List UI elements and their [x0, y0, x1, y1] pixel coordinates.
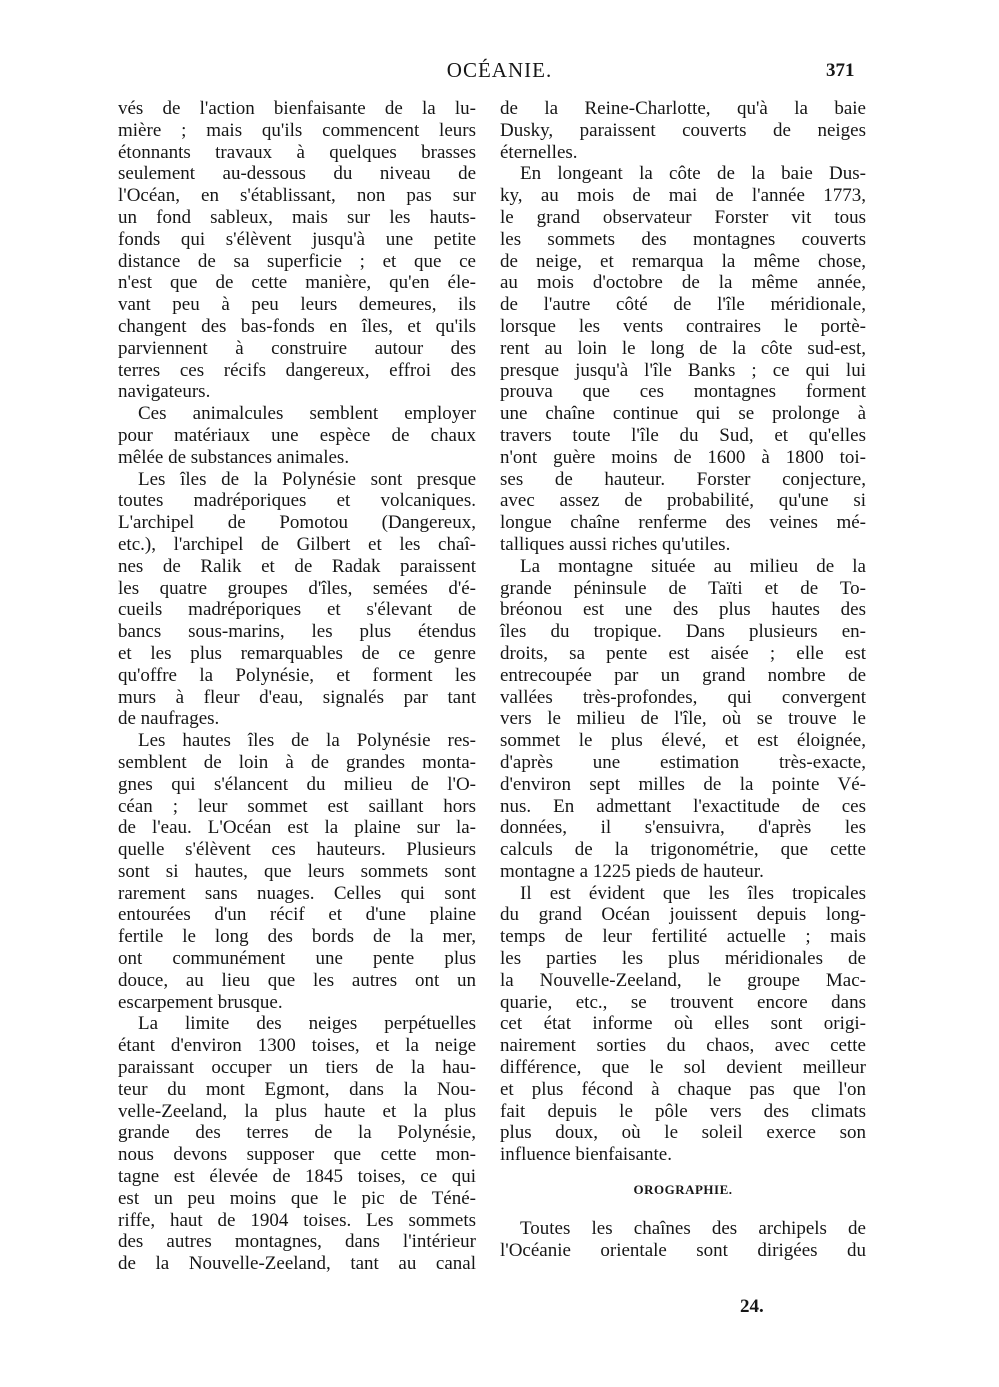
text-line: etc.), l'archipel de Gilbert et les chaî- — [118, 533, 476, 555]
text-line: de la Reine-Charlotte, qu'à la baie — [500, 98, 866, 119]
text-line: teur du mont Egmont, dans la Nou- — [118, 1078, 476, 1100]
text-line: temps de leur fertilité actuelle ; mais — [500, 926, 866, 948]
text-line: l'Océanie orientale sont dirigées du — [500, 1239, 866, 1261]
text-line: longue chaîne renferme des veines mé- — [500, 512, 866, 534]
text-line: l'Océan, en s'établissant, non pas sur — [118, 185, 476, 207]
paragraph — [500, 883, 866, 1166]
text-line: quarie, etc., se trouvent encore dans — [500, 991, 866, 1013]
text-line: vallées très-profondes, qui convergent — [500, 686, 866, 708]
text-line: paraissant occuper un tiers de la hau- — [118, 1057, 476, 1079]
text-line: étant d'environ 1300 toises, et la neige — [118, 1035, 476, 1057]
text-line: murs à fleur d'eau, signalés par tant — [118, 686, 476, 708]
left-column — [118, 98, 476, 1275]
text-line: sont si hautes, que leurs sommets sont — [118, 860, 476, 882]
text-line: sommet le plus élevé, et est éloignée, — [500, 730, 866, 752]
text-line: La limite des neiges perpétuelles — [138, 1013, 476, 1035]
text-line: navigateurs. — [118, 381, 211, 403]
text-line: rarement sans nuages. Celles qui sont — [118, 882, 476, 904]
text-line: de la Nouvelle-Zeeland, tant au canal — [118, 1253, 476, 1275]
paragraph — [500, 98, 866, 163]
text-line: En longeant la côte de la baie Dus- — [520, 163, 866, 185]
text-line: ses de hauteur. Forster conjecture, — [500, 468, 866, 490]
text-line: vers le milieu de l'île, où se trouve le — [500, 708, 866, 730]
text-line: d'environ sept milles de la pointe Vé- — [500, 773, 866, 795]
text-line: Les hautes îles de la Polynésie res- — [138, 730, 476, 752]
text-line: le grand observateur Forster vit tous — [500, 206, 866, 228]
text-line: talliques aussi riches qu'utiles. — [500, 533, 731, 555]
text-line: rent au loin le long de la côte sud-est, — [500, 337, 866, 359]
text-line: avec assez de probabilité, qu'une si — [500, 490, 866, 512]
text-line: différence, que le sol devient meilleur — [500, 1057, 866, 1079]
paragraph — [500, 163, 866, 555]
text-line: changent des bas-fonds en îles, et qu'ils — [118, 315, 476, 337]
paragraph — [118, 469, 476, 731]
text-line: lorsque les vents contraires le portè- — [500, 315, 866, 337]
page-number: 371 — [826, 60, 855, 81]
text-line: nus. En admettant l'exactitude de ces — [500, 795, 866, 817]
text-line: presque jusqu'à l'île Banks ; ce qui lui — [500, 359, 866, 381]
text-line: un fond sableux, mais sur les hauts- — [118, 206, 476, 228]
text-line: de neige, et remarqua la même chose, — [500, 250, 866, 272]
text-line: des autres montagnes, dans l'intérieur — [118, 1231, 476, 1253]
paragraph — [500, 1218, 866, 1262]
text-line: tagne est élevée de 1845 toises, ce qui — [118, 1166, 476, 1188]
text-line: droits, sa pente est aisée ; elle est — [500, 642, 866, 664]
text-line: plus doux, où le soleil exerce son — [500, 1122, 866, 1144]
text-line: L'archipel de Pomotou (Dangereux, — [118, 512, 476, 534]
text-line: Il est évident que les îles tropicales — [520, 882, 866, 904]
text-line: grande péninsule de Taïti et de To- — [500, 577, 866, 599]
text-line: prouva que ces montagnes forment — [500, 381, 866, 403]
text-line: et les plus remarquables de ce genre — [118, 642, 476, 664]
text-line: vés de l'action bienfaisante de la lu- — [118, 98, 476, 119]
text-line: calculs de la trigonométrie, que cette — [500, 839, 866, 861]
text-line: au mois d'octobre de la même année, — [500, 272, 866, 294]
text-line: étonnants travaux à quelques brasses — [118, 141, 476, 163]
right-column — [500, 98, 866, 1262]
text-line: fonds qui s'élèvent jusqu'à une petite — [118, 228, 476, 250]
text-line: Ces animalcules semblent employer — [138, 403, 476, 425]
text-line: mêlée de substances animales. — [118, 446, 350, 468]
text-line: vant peu à peu leurs demeures, ils — [118, 294, 476, 316]
text-line: terres ces récifs dangereux, effroi des — [118, 359, 476, 381]
text-line: du grand Océan jouissent depuis long- — [500, 904, 866, 926]
text-line: une chaîne continue qui se prolonge à — [500, 403, 866, 425]
text-line: d'après une estimation très-exacte, — [500, 751, 866, 773]
text-line: douce, au lieu que les autres ont un — [118, 969, 476, 991]
text-line: Toutes les chaînes des archipels de — [520, 1218, 866, 1240]
text-line: pour matériaux une espèce de chaux — [118, 424, 476, 446]
text-line: montagne a 1225 pieds de hauteur. — [500, 860, 764, 882]
text-line: seulement au-dessous du niveau de — [118, 163, 476, 185]
text-line: céan ; leur sommet est saillant hors — [118, 795, 476, 817]
text-line: de l'eau. L'Océan est la plaine sur la- — [118, 817, 476, 839]
text-line: mière ; mais qu'ils commencent leurs — [118, 119, 476, 141]
text-line: les sommets des montagnes couverts — [500, 228, 866, 250]
text-line: est un peu moins que le pic de Téné- — [118, 1187, 476, 1209]
text-line: gnes qui s'élancent du milieu de l'O- — [118, 773, 476, 795]
text-line: de naufrages. — [118, 708, 220, 730]
text-line: toutes madréporiques et volcaniques. — [118, 490, 476, 512]
running-header-title: OCÉANIE. — [446, 58, 553, 82]
text-line: îles du tropique. Dans plusieurs en- — [500, 621, 866, 643]
text-line: quelle s'élèvent ces hauteurs. Plusieurs — [118, 839, 476, 861]
text-line: n'ont guère moins de 1600 à 1800 toi- — [500, 446, 866, 468]
text-line: données, il s'ensuivra, d'après les — [500, 817, 866, 839]
text-line: riffe, haut de 1904 toises. Les sommets — [118, 1209, 476, 1231]
text-line: n'est que de cette manière, qu'en éle- — [118, 272, 476, 294]
text-line: cueils madréporiques et s'élevant de — [118, 599, 476, 621]
text-line: éternelles. — [500, 141, 578, 163]
text-line: bancs sous-marins, les plus étendus — [118, 621, 476, 643]
text-line: semblent de loin à de grandes monta- — [118, 751, 476, 773]
text-line: velle-Zeeland, la plus haute et la plus — [118, 1100, 476, 1122]
section-heading: OROGRAPHIE. — [633, 1182, 733, 1198]
text-line: nous devons supposer que cette mon- — [118, 1144, 476, 1166]
text-line: La montagne située au milieu de la — [520, 555, 866, 577]
text-line: travers toute l'île du Sud, et qu'elles — [500, 424, 866, 446]
text-line: nairement sorties du chaos, avec cette — [500, 1035, 866, 1057]
paragraph — [118, 1013, 476, 1275]
text-line: Dusky, paraissent couverts de neiges — [500, 119, 866, 141]
text-line: ky, au mois de mai de l'année 1773, — [500, 185, 866, 207]
text-line: entourées d'un récif et d'une plaine — [118, 904, 476, 926]
text-line: escarpement brusque. — [118, 991, 283, 1013]
paragraph — [118, 98, 476, 403]
text-line: fertile le long des bords de la mer, — [118, 926, 476, 948]
paragraph — [500, 556, 866, 883]
text-line: grande des terres de la Polynésie, — [118, 1122, 476, 1144]
text-line: qu'offre la Polynésie, et forment les — [118, 664, 476, 686]
text-line: les parties les plus méridionales de — [500, 948, 866, 970]
text-line: et plus fécond à chaque pas que l'on — [500, 1078, 866, 1100]
text-line: influence bienfaisante. — [500, 1144, 672, 1166]
text-line: Les îles de la Polynésie sont presque — [138, 468, 476, 490]
text-line: ont communément une pente plus — [118, 948, 476, 970]
paragraph — [118, 403, 476, 468]
text-line: nes de Ralik et de Radak paraissent — [118, 555, 476, 577]
text-line: de l'autre côté de l'île méridionale, — [500, 294, 866, 316]
paragraph — [118, 730, 476, 1013]
text-line: cet état informe où elles sont origi- — [500, 1013, 866, 1035]
signature-mark: 24. — [740, 1296, 764, 1317]
text-line: les quatre groupes d'îles, semées d'é- — [118, 577, 476, 599]
text-line: bréonou est une des plus hautes des — [500, 599, 866, 621]
text-line: parviennent à construire autour des — [118, 337, 476, 359]
text-line: entrecoupée par un grand nombre de — [500, 664, 866, 686]
text-line: distance de sa superficie ; et que ce — [118, 250, 476, 272]
text-line: la Nouvelle-Zeeland, le groupe Mac- — [500, 969, 866, 991]
text-line: fait depuis le pôle vers des climats — [500, 1100, 866, 1122]
